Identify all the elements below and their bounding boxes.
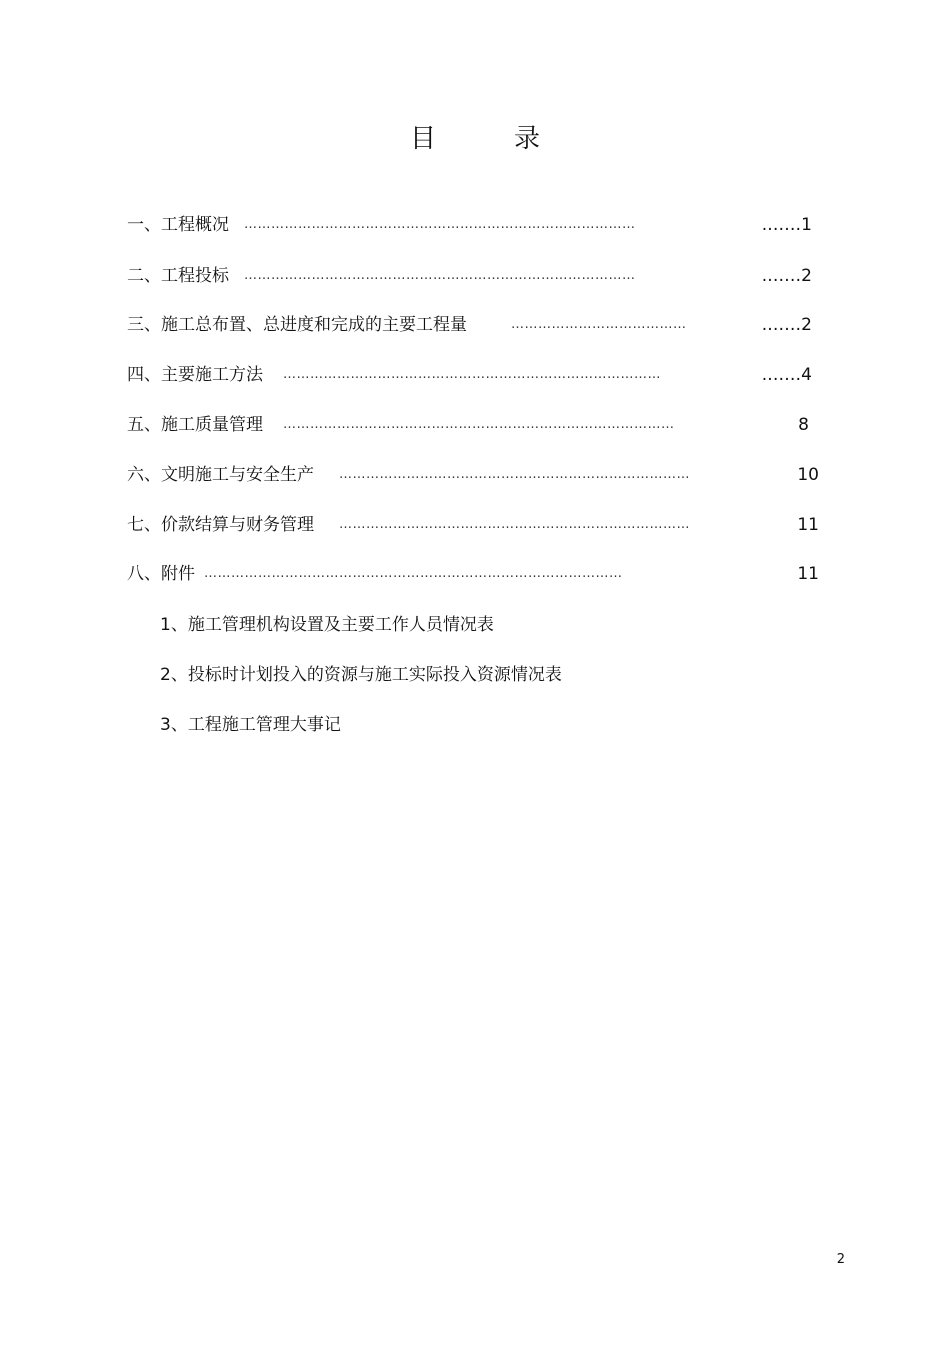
toc-entry-label: 四、主要施工方法 — [127, 365, 263, 385]
toc-entry-label: 三、施工总布置、总进度和完成的主要工程量 — [127, 315, 467, 335]
attachment-item: 1、施工管理机构设置及主要工作人员情况表 — [160, 615, 494, 635]
toc-entry — [127, 514, 827, 536]
toc-entry-label: 七、价款结算与财务管理 — [127, 515, 314, 535]
toc-entry-page: 11 — [797, 515, 819, 535]
toc-entry-page: 11 — [797, 564, 819, 584]
toc-entry-page: .……1 — [761, 215, 812, 235]
toc-entry-page: .……2 — [761, 266, 812, 286]
toc-entry-leader: ………………………………………………………………………………… — [204, 566, 623, 581]
toc-entry-leader: ………………………………… — [511, 317, 687, 332]
toc-entry — [127, 464, 827, 486]
toc-entry-leader: …………………………………………………………………………… — [244, 268, 636, 283]
toc-entry-label: 一、工程概况 — [127, 215, 229, 235]
toc-entry-leader: …………………………………………………………………… — [339, 517, 690, 532]
toc-entry-label: 五、施工质量管理 — [127, 415, 263, 435]
toc-entry — [127, 364, 827, 386]
toc-entry-leader: …………………………………………………………………………… — [244, 217, 636, 232]
page-title: 目 录 — [409, 124, 566, 154]
toc-entry — [127, 314, 827, 336]
toc-entry-label: 六、文明施工与安全生产 — [127, 465, 314, 485]
attachment-item: 2、投标时计划投入的资源与施工实际投入资源情况表 — [160, 665, 562, 685]
toc-entry-label: 二、工程投标 — [127, 266, 229, 286]
toc-entry-leader: ………………………………………………………………………… — [283, 367, 661, 382]
toc-entry-page: .……4 — [761, 365, 812, 385]
toc-entry-leader: …………………………………………………………………………… — [283, 417, 675, 432]
toc-entry — [127, 563, 827, 585]
toc-entry-page: 8 — [798, 415, 809, 435]
toc-entry — [127, 265, 827, 287]
toc-entry-leader: …………………………………………………………………… — [339, 467, 690, 482]
toc-entry-page: 10 — [797, 465, 819, 485]
toc-entry-label: 八、附件 — [127, 564, 195, 584]
attachment-item: 3、工程施工管理大事记 — [160, 715, 341, 735]
page-number: 2 — [836, 1252, 845, 1267]
toc-entry — [127, 414, 827, 436]
toc-entry — [127, 214, 827, 236]
toc-entry-page: .……2 — [761, 315, 812, 335]
